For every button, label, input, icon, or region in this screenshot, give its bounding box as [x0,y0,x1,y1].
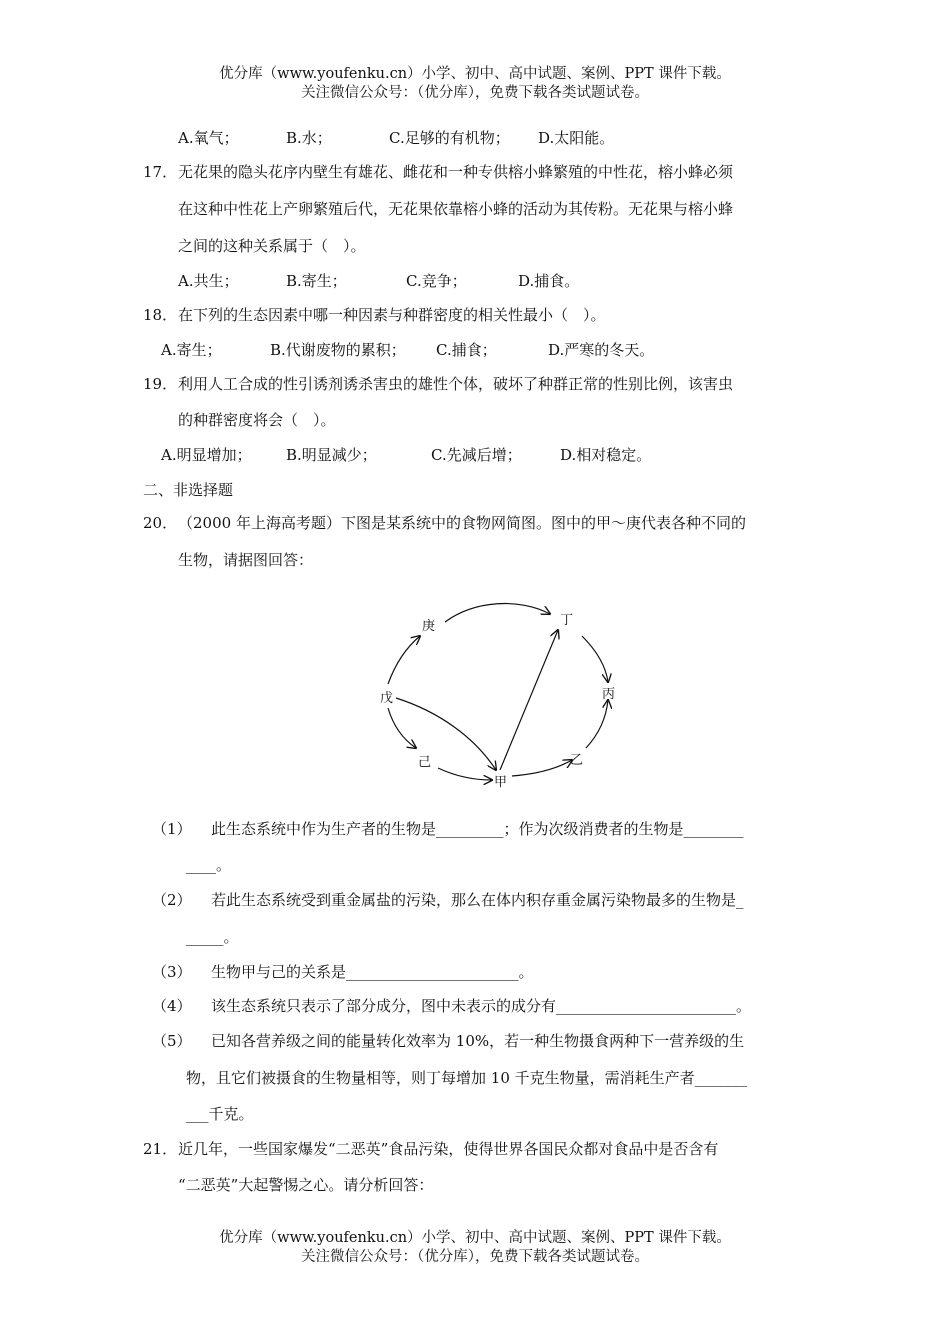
q20-number: 20． [143,514,178,532]
q20-sub4-number: （4） [152,997,192,1015]
node-bing: 丙 [602,687,616,702]
q17-option-d: D.捕食。 [518,272,580,290]
arrow-wu-jia [396,698,496,770]
node-yi: 乙 [570,753,584,768]
node-geng: 庚 [422,619,436,634]
arrow-ji-jia [438,768,492,780]
q18-option-b: B.代谢废物的累积； [270,341,406,359]
q20-sub3-number: （3） [152,963,192,981]
arrow-ding-bing [582,636,608,682]
q17-text-line-1: 无花果的隐头花序内壁生有雄花、雌花和一种专供榕小蜂繁殖的中性花，榕小蜂必须 [178,163,734,181]
q19-number: 19． [143,375,178,393]
q21-text-line-2: “二恶英”大起警惕之心。请分析回答： [178,1176,434,1194]
q16-option-c: C.足够的有机物； [389,129,510,147]
header-line-1: 优分库（www.youfenku.cn）小学、初中、高中试题、案例、PPT 课件下载。 [219,66,731,82]
node-wu: 戊 [380,691,394,706]
q20-sub5-line-1: 已知各营养级之间的能量转化效率为 10%，若一种生物摄食两种下一营养级的生 [211,1032,745,1050]
q20-sub3-line-1: 生物甲与己的关系是_______________________。 [211,963,534,981]
arrow-geng-ding [445,604,550,622]
q20-sub1-line-2: ____。 [186,856,232,874]
q18-option-a: A.寄生； [161,341,222,359]
food-web-diagram [360,590,630,800]
q20-sub4-line-1: 该生态系统只表示了部分成分，图中未表示的成分有________________________。 [211,997,752,1015]
section-heading: 二、非选择题 [143,481,234,499]
q20-text-line-1: （2000 年上海高考题）下图是某系统中的食物网简图。图中的甲～庚代表各种不同的 [178,514,746,532]
q18-text-line-1: 在下列的生态因素中哪一种因素与种群密度的相关性最小（ ）。 [178,306,606,324]
node-ding: 丁 [560,613,574,628]
q16-option-a: A.氧气； [178,129,239,147]
footer-line-1: 优分库（www.youfenku.cn）小学、初中、高中试题、案例、PPT 课件下载。 [219,1230,731,1246]
q20-sub5-number: （5） [152,1032,192,1050]
q17-number: 17． [143,163,178,181]
q17-option-c: C.竞争； [406,272,467,290]
node-jia: 甲 [494,775,508,790]
q18-number: 18． [143,306,178,324]
q17-option-b: B.寄生； [286,272,347,290]
q19-option-d: D.相对稳定。 [560,446,652,464]
q19-option-b: B.明显减少； [286,446,377,464]
q20-sub5-line-3: ___千克。 [186,1105,254,1123]
q20-sub5-line-2: 物，且它们被摄食的生物量相等，则丁每增加 10 千克生物量，需消耗生产者_______ [186,1069,748,1087]
arrow-jia-ding [500,630,558,770]
node-ji: 己 [418,755,432,770]
q16-option-b: B.水； [286,129,332,147]
arrow-wu-geng [388,636,420,684]
q17-option-a: A.共生； [178,272,239,290]
arrow-jia-yi [512,760,572,776]
q19-text-line-1: 利用人工合成的性引诱剂诱杀害虫的雄性个体，破坏了种群正常的性别比例，该害虫 [178,375,734,393]
q17-text-line-3: 之间的这种关系属于（ ）。 [178,237,366,255]
q20-text-line-2: 生物，请据图回答： [178,551,314,569]
q20-sub1-line-1: 此生态系统中作为生产者的生物是_________；作为次级消费者的生物是________ [211,820,744,838]
q20-sub2-line-2: _____。 [186,928,239,946]
q16-option-d: D.太阳能。 [538,129,615,147]
q21-text-line-1: 近几年，一些国家爆发“二恶英”食品污染，使得世界各国民众都对食品中是否含有 [178,1140,719,1158]
footer-line-2: 关注微信公众号：（优分库），免费下载各类试题试卷。 [301,1249,649,1265]
arrow-yi-bing [586,700,608,748]
q19-text-line-2: 的种群密度将会（ ）。 [178,411,336,429]
arrow-wu-ji [388,708,416,748]
q18-option-d: D.严寒的冬天。 [548,341,655,359]
q19-option-a: A.明显增加； [161,446,252,464]
header-line-2: 关注微信公众号：（优分库），免费下载各类试题试卷。 [301,85,649,101]
q20-sub1-number: （1） [152,820,192,838]
q17-text-line-2: 在这种中性花上产卵繁殖后代，无花果依靠榕小蜂的活动为其传粉。无花果与榕小蜂 [178,200,734,218]
q20-sub2-number: （2） [152,891,192,909]
q19-option-c: C.先减后增； [431,446,522,464]
q21-number: 21． [143,1140,178,1158]
q18-option-c: C.捕食； [436,341,497,359]
q20-sub2-line-1: 若此生态系统受到重金属盐的污染，那么在体内积存重金属污染物最多的生物是_ [211,891,744,909]
